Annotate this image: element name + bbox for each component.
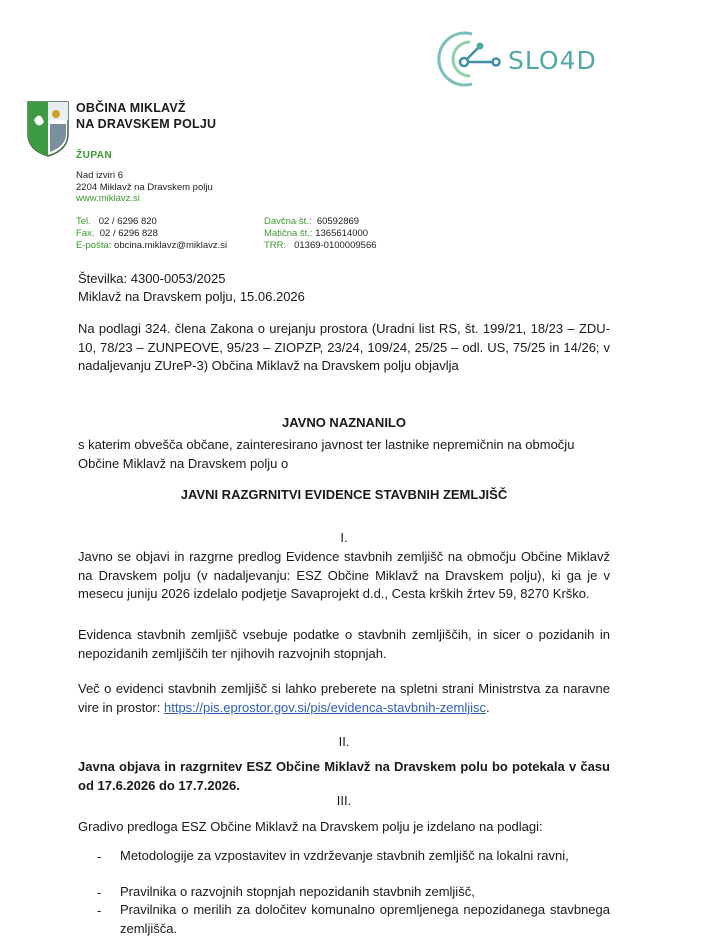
section-1-paragraph-2: Evidenca stavbnih zemljišč vsebuje podatke o stavbnih zemljiščih, in sicer o pozidanih in nepozidanih zemljiščih ter njihovih razvojnih stopnjah. [78,627,610,661]
brand-name: SLO4D [508,46,597,75]
reg-value: 1365614000 [315,228,369,239]
office-title: ŽUPAN [76,150,113,161]
section-3-intro: Gradivo predloga ESZ Občine Miklavž na Dravskem polju je izdelano na podlagi: [78,819,543,834]
municipal-crest-icon [26,100,70,158]
section-3-number: III. [336,793,352,808]
slo4d-icon [434,28,506,90]
intro-paragraph: Na podlagi 324. člena Zakona o urejanju prostora (Uradni list RS, št. 199/21, 18/23 – ZDU-10, 78/23 – ZUNPEOVE, 95/23 – ZIOPZP, 23/24, 109/24, 25/25 – odl. US, 75/25 in 14/26; v nadaljevanju ZUreP-3) Občina Miklavž na Dravskem polju objavlja [78,321,610,373]
tel-value: 02 / 6296 820 [98,216,157,227]
title-javno-naznanilo: JAVNO NAZNANILO [282,415,406,430]
list-item: Pravilnika o merilih za določitev komunalno opremljenega nepozidanega stavbnega zemljišča. [120,902,610,936]
tax-value: 60592869 [316,216,360,227]
registry-block [264,216,377,252]
tax-label: Davčna št.: [264,216,312,227]
website-link[interactable]: www.miklavz.si [76,193,140,204]
list-bullet: - [97,849,102,864]
fax-label: Fax. [76,228,95,239]
section-1-number: I. [340,530,348,545]
section-2-text: Javna objava in razgrnitev ESZ Občine Miklavž na Dravskem polu bo potekala v času od 17.6.2026 do 17.7.2026. [78,759,610,793]
contact-block [76,216,227,252]
section-1-paragraph-1: Javno se objavi in razgrne predlog Evidence stavbnih zemljišč na območju Občine Miklavž na Dravskem polju (v nadaljevanju: ESZ Občine Miklavž na Dravskem polju), ki ga je v mesecu juniju 2026 izdelalo podjetje Savaprojekt d.d., Cesta krških žrtev 59, 8270 Krško. [78,549,610,601]
list-bullet: - [97,885,102,900]
list-item: Pravilnika o razvojnih stopnjah nepozidanih stavbnih zemljišč, [120,884,475,899]
title-javna-razgrnitev: JAVNI RAZGRNITVI EVIDENCE STAVBNIH ZEMLJIŠČ [180,487,508,502]
list-item: Metodologije za vzpostavitev in vzdrževanje stavbnih zemljišč na lokalni ravni, [120,848,569,863]
trr-label: TRR: [264,240,287,251]
subtitle-paragraph: s katerim obvešča občane, zainteresirano javnost ter lastnike nepremičnin na območju Občine Miklavž na Dravskem polju o [78,437,575,471]
tel-label: Tel. [76,216,91,227]
municipality-name [76,100,216,132]
section-1-paragraph-3 [78,680,610,717]
section-1-paragraph-3-text: Več o evidenci stavbnih zemljišč si lahko preberete na spletni strani Ministrstva za naravne vire in prostor: [78,681,610,715]
evidenca-link[interactable]: https://pis.eprostor.gov.si/pis/evidenca-stavbnih-zemljisc [163,699,486,715]
place-date: Miklavž na Dravskem polju, 15.06.2026 [78,289,305,304]
list-bullet: - [97,903,102,918]
slo4d-logo [434,28,604,90]
address-line1: Nad izviri 6 [76,170,123,181]
email-label: E-pošta: [76,240,112,251]
reg-label: Matična št.: [264,228,313,239]
section-2-number: II. [338,734,350,749]
section-1-paragraph-3-end: . [486,699,490,715]
municipality-line2: NA DRAVSKEM POLJU [76,117,217,131]
address-block [76,170,213,205]
address-line2: 2204 Miklavž na Dravskem polju [76,181,213,193]
fax-value: 02 / 6296 828 [99,228,158,239]
municipality-line1: OBČINA MIKLAVŽ [76,101,186,115]
trr-value: 01369-0100009566 [294,240,377,251]
email-value[interactable]: obcina.miklavz@miklavz.si [114,240,228,251]
document-number: Številka: 4300-0053/2025 [78,271,226,286]
